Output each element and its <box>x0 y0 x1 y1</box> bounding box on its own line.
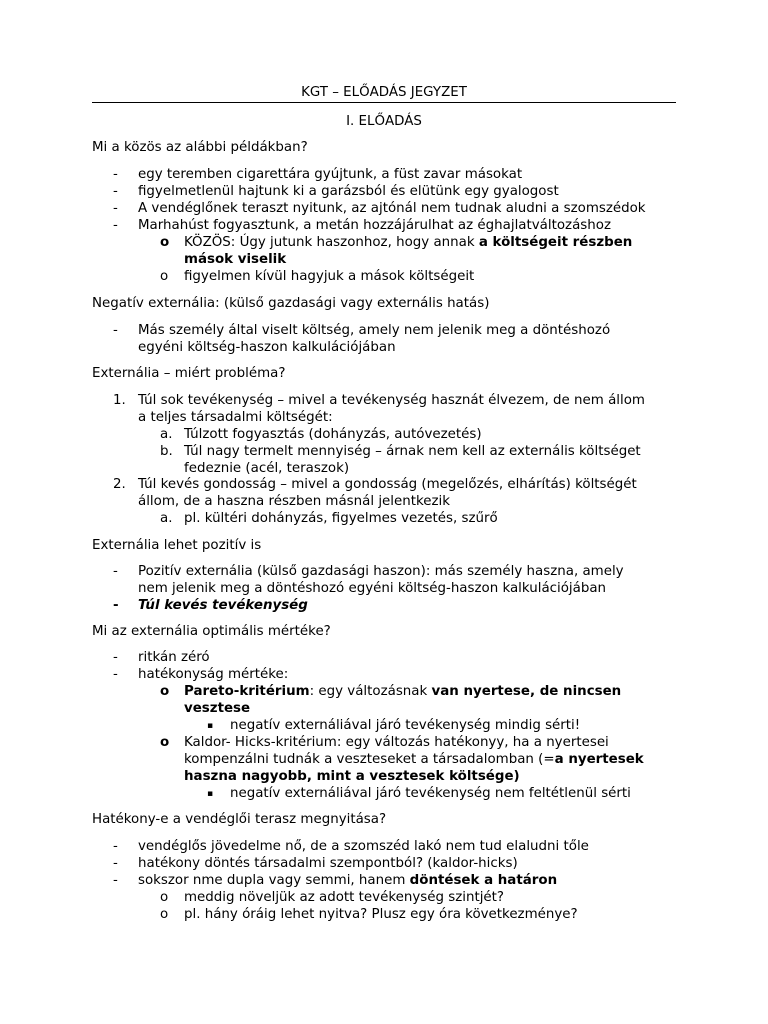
circle-bullet: o <box>160 735 170 750</box>
dash-bullet: - <box>113 873 118 888</box>
list-item: meddig növeljük az adott tevékenység szintjét? <box>184 890 505 905</box>
pareto-sub-item: negatív externáliával járó tevékenység mindig sérti! <box>230 718 581 733</box>
kaldor-criterion-cont <box>184 752 644 769</box>
dash-bullet: - <box>113 839 118 854</box>
list-item-cont: nem jelenik meg a döntéshozó egyéni költség-haszon kalkulációjában <box>138 581 607 596</box>
kaldor-sub-item: negatív externáliával járó tevékenység nem feltétlenül sérti <box>230 786 631 801</box>
heading-why-problem: Externália – miért probléma? <box>92 366 286 381</box>
margin-text: sokszor nme dupla vagy semmi, hanem <box>138 873 410 888</box>
dash-bullet: - <box>113 650 118 665</box>
lettered-item: Túl nagy termelt mennyiség – árnak nem kell az externális költséget <box>184 444 641 459</box>
list-item: ritkán zéró <box>138 650 210 665</box>
heading-positive-externality: Externália lehet pozitív is <box>92 538 262 553</box>
heading-terrace-question: Hatékony-e a vendéglői terasz megnyitása? <box>92 812 387 827</box>
lettered-item-cont: fedeznie (acél, teraszok) <box>184 461 350 476</box>
margin-bold: döntések a határon <box>409 873 558 888</box>
letter-marker: a. <box>160 427 173 442</box>
pareto-name: Pareto-kritérium <box>184 684 310 699</box>
pareto-text: : egy változásnak <box>309 684 432 699</box>
question-common: Mi a közös az alábbi példákban? <box>92 140 308 155</box>
list-item-bold: Túl kevés tevékenység <box>138 598 308 613</box>
number-marker: 2. <box>113 477 126 492</box>
title-underline <box>92 102 676 103</box>
circle-bullet: o <box>160 890 169 905</box>
lecture-subtitle: I. ELŐADÁS <box>346 114 422 129</box>
list-item: hatékony döntés társadalmi szempontból? (kaldor-hicks) <box>138 856 518 871</box>
circle-bullet: o <box>160 907 169 922</box>
list-item: Más személy által viselt költség, amely nem jelenik meg a döntéshozó <box>138 323 611 338</box>
common-statement-text: KÖZÖS: Úgy jutunk haszonhoz, hogy annak <box>184 235 479 250</box>
list-item: figyelmen kívül hagyjuk a mások költségeit <box>184 269 475 284</box>
dash-bullet: - <box>113 667 118 682</box>
list-item: figyelmetlenül hajtunk ki a garázsból és elütünk egy gyalogost <box>138 184 559 199</box>
list-item <box>138 873 557 890</box>
square-bullet: ▪ <box>207 789 214 799</box>
dash-bullet: - <box>113 323 118 338</box>
numbered-item: Túl kevés gondosság – mivel a gondosság (megelőzés, elhárítás) költségét <box>138 477 637 492</box>
pareto-bold: van nyertese, de nincsen <box>431 684 622 699</box>
dash-bullet: - <box>113 184 118 199</box>
letter-marker: b. <box>160 444 173 459</box>
common-statement-bold: a költségeit részben <box>478 235 633 250</box>
kaldor-bold-cont: haszna nagyobb, mint a vesztesek költsége) <box>184 769 520 784</box>
list-item: A vendéglőnek teraszt nyitunk, az ajtónál nem tudnak aludni a szomszédok <box>138 201 646 216</box>
heading-negative-externality: Negatív externália: (külső gazdasági vagy externális hatás) <box>92 296 490 311</box>
dash-bullet: - <box>113 167 118 182</box>
list-item: pl. hány óráig lehet nyitva? Plusz egy óra következménye? <box>184 907 578 922</box>
list-item: Marhahúst fogyasztunk, a metán hozzájárulhat az éghajlatváltozáshoz <box>138 218 611 233</box>
numbered-item-cont: a teljes társadalmi költségét: <box>138 410 333 425</box>
list-item-cont: egyéni költség-haszon kalkulációjában <box>138 340 396 355</box>
dash-bullet: - <box>113 201 118 216</box>
dash-bullet: - <box>113 856 118 871</box>
common-statement <box>184 235 632 252</box>
list-item: hatékonyság mértéke: <box>138 667 289 682</box>
pareto-criterion <box>184 684 621 701</box>
circle-bullet: o <box>160 269 169 284</box>
pareto-bold-cont: vesztese <box>184 701 251 716</box>
numbered-item: Túl sok tevékenység – mivel a tevékenység hasznát élvezem, de nem állom <box>138 393 645 408</box>
kaldor-criterion: Kaldor- Hicks-kritérium: egy változás hatékonyy, ha a nyertesei <box>184 735 609 750</box>
heading-optimal-level: Mi az externália optimális mértéke? <box>92 624 331 639</box>
lettered-item: Túlzott fogyasztás (dohányzás, autóvezetés) <box>184 427 482 442</box>
kaldor-text: kompenzálni tudnák a veszteseket a társadalomban (= <box>184 752 555 767</box>
list-item: Pozitív externália (külső gazdasági haszon): más személy haszna, amely <box>138 564 624 579</box>
number-marker: 1. <box>113 393 126 408</box>
list-item: egy teremben cigarettára gyújtunk, a füst zavar másokat <box>138 167 523 182</box>
numbered-item-cont: állom, de a haszna részben másnál jelentkezik <box>138 494 451 509</box>
document-title: KGT – ELŐADÁS JEGYZET <box>301 85 467 100</box>
lettered-item: pl. kültéri dohányzás, figyelmes vezetés, szűrő <box>184 511 498 526</box>
common-statement-bold-cont: mások viselik <box>184 252 287 267</box>
circle-bullet: o <box>160 684 170 699</box>
kaldor-bold: a nyertesek <box>554 752 644 767</box>
circle-bullet: o <box>160 235 170 250</box>
dash-bullet: - <box>113 564 118 579</box>
dash-bullet: - <box>113 598 119 613</box>
dash-bullet: - <box>113 218 118 233</box>
square-bullet: ▪ <box>207 721 214 731</box>
list-item: vendéglős jövedelme nő, de a szomszéd lakó nem tud elaludni tőle <box>138 839 589 854</box>
letter-marker: a. <box>160 511 173 526</box>
